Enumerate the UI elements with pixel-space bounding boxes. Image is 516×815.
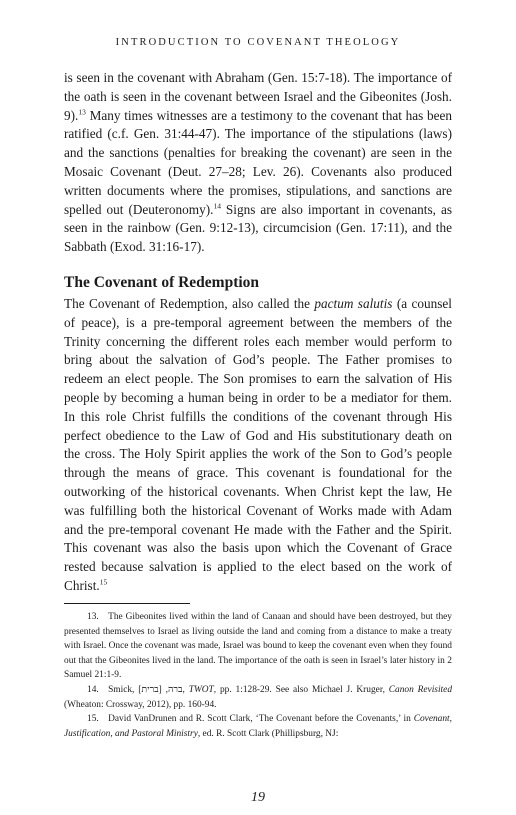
body-paragraph	[64, 295, 452, 596]
section-heading: The Covenant of Redemption	[64, 273, 260, 291]
text-run: (Wheaton: Crossway, 2012), pp. 160-94.	[64, 699, 217, 710]
text-run: Many times witnesses are a testimony to the covenant that has been ratified (c.f. Gen. 31:44-47). The importance of the stipulations (laws) and the sanctions (penalties for breaking the covenant) are seen in the Mosaic Covenant (Deut. 27–28; Lev. 26). Covenants also produced written documents where the promises, stipulations, and sanctions are spelled out (Deuteronomy).	[64, 107, 452, 217]
footnote-ref-14[interactable]: 14	[213, 201, 221, 211]
footnote-ref-13[interactable]: 13	[78, 107, 86, 117]
latin-term: pactum salutis	[314, 295, 393, 311]
footnote-ref-15[interactable]: 15	[99, 577, 108, 587]
hebrew-word: ברה, [ברית]	[138, 684, 183, 695]
text-run: 14. Smick,	[87, 684, 139, 695]
body-paragraph	[64, 69, 452, 257]
text-run: , pp. 1:128-29. See also Michael J. Kruger,	[213, 684, 389, 695]
footnote-separator	[64, 603, 190, 604]
text-run: 15. David VanDrunen and R. Scott Clark, ‘The Covenant before the Covenants,’ in	[87, 714, 414, 725]
text-run: , ed. R. Scott Clark (Phillipsburg, NJ:	[197, 728, 339, 739]
text-run: (a counsel of peace), is a pre-temporal agreement between the members of the Trinity concerning the different roles each member would perform to bring about the salvation of God’s people. The Father promises to redeem an elect people. The Son promises to earn the salvation of His people by becoming a human being in order to be a mediator for them. In this role Christ fulfills the conditions of the covenant through His perfect obedience to the Law of God and His substitutionary death on the cross. The Holy Spirit applies the work of the Son to God’s people through the means of grace. This covenant is foundational for the outworking of the historical covenants. When Christ kept the law, He was fulfilling both the historical Covenant of Works made with Adam and the pre-temporal covenant He made with the Father and the Spirit. This covenant was also the basis upon which the Covenant of Grace rested because salvation is applied to the elect based on the work of Christ.	[64, 295, 452, 593]
citation-title: Canon Revisited	[388, 684, 453, 695]
running-head: INTRODUCTION TO COVENANT THEOLOGY	[115, 37, 401, 48]
footnote-13: 13. The Gibeonites lived within the land of Canaan and should have been destroyed, but they presented themselves to Israel as living outside the land and coming from a distance to make a treaty with Israel. Once the covenant was made, Israel was bound to keep the covenant even when they found out that the Gibeonites lived in the land. The importance of the oath is seen in Israel’s later history in 2 Samuel 21:1-9.	[64, 612, 452, 681]
text-run: is seen in the covenant with Abraham (Gen. 15:7-18). The importance of the oath is seen in the covenant between Israel and the Gibeonites (Josh. 9).	[64, 70, 452, 123]
main-text	[64, 69, 452, 596]
footnote-14	[64, 683, 452, 712]
citation-title: TWOT	[188, 684, 214, 695]
footnote-15	[64, 712, 452, 741]
text-run: Signs are also important in covenants, as seen in the rainbow (Gen. 9:12-13), circumcision (Gen. 17:11), and the Sabbath (Exod. 31:16-17).	[64, 201, 452, 255]
citation-title: Covenant, Justification, and Pastoral Ministry	[64, 714, 452, 739]
text-run: The Covenant of Redemption, also called the	[64, 295, 315, 311]
footnotes	[64, 610, 452, 741]
page-number: 19	[251, 790, 265, 805]
text-run: ,	[182, 684, 189, 695]
